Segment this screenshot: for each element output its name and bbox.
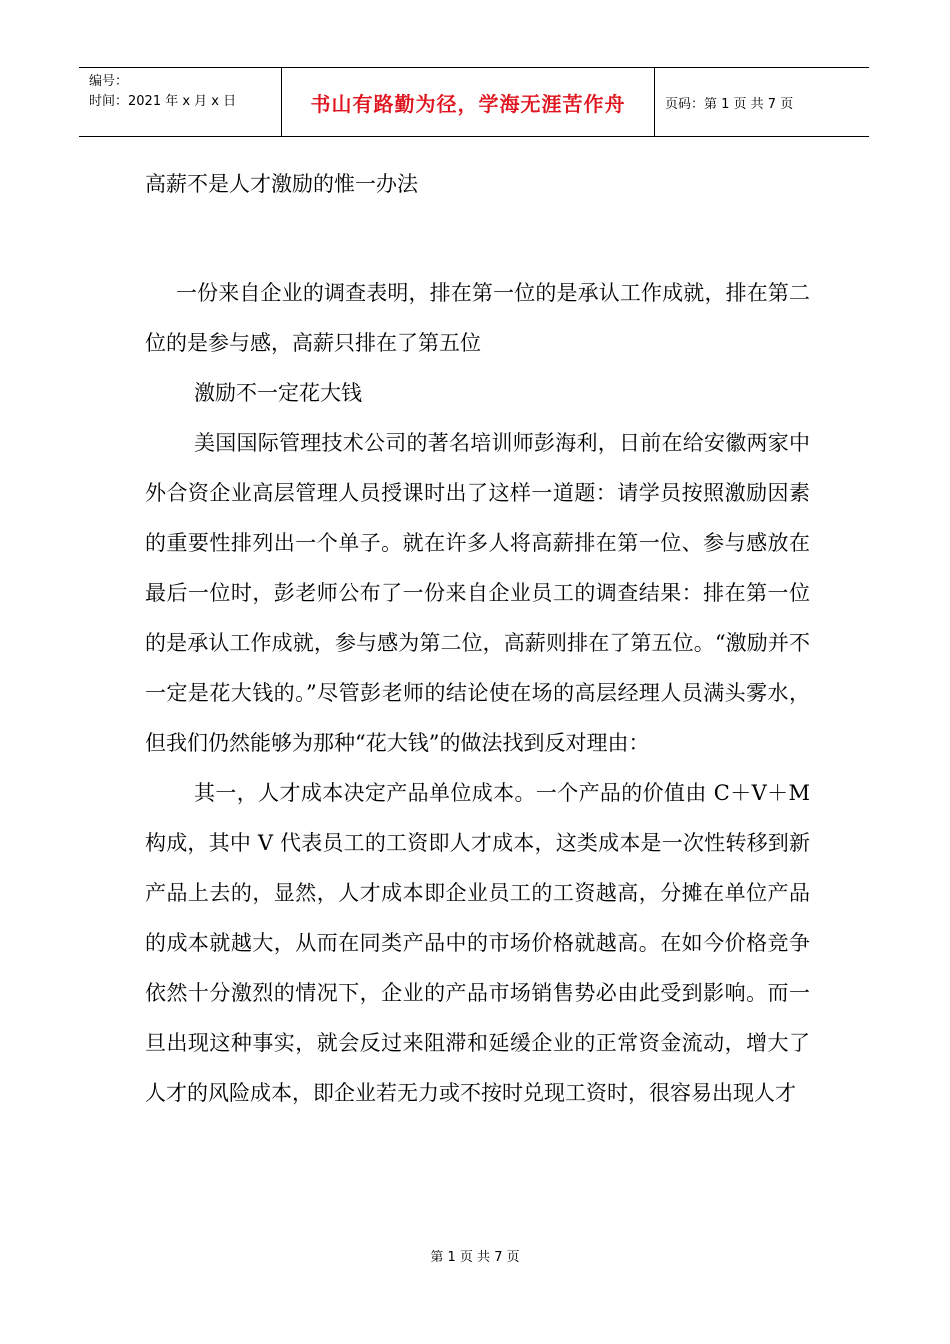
motto-text: 书山有路勤为径，学海无涯苦作舟 <box>310 91 626 116</box>
document-title: 高薪不是人才激励的惟一办法 <box>145 172 418 196</box>
document-body <box>145 268 810 1118</box>
header-meta <box>79 68 282 136</box>
document-header <box>79 67 869 137</box>
page-footer: 第 1 页 共 7 页 <box>430 1250 520 1265</box>
page-info: 页码：第 1 页 共 7 页 <box>665 96 794 112</box>
time-label: 时间：2021 年 x 月 x 日 <box>89 94 237 109</box>
section-heading: 激励不一定花大钱 <box>194 381 362 405</box>
header-page-cell <box>655 68 869 136</box>
paragraph-summary: 一份来自企业的调查表明，排在第一位的是承认工作成就，排在第二位的是参与感，高薪只排在了第五位 <box>145 281 810 355</box>
number-label: 编号： <box>89 74 129 89</box>
header-motto-cell <box>282 68 655 136</box>
paragraph-body: 其一，人才成本决定产品单位成本。一个产品的价值由 C＋V＋M 构成，其中 V 代表员工的工资即人才成本，这类成本是一次性转移到新产品上去的，显然，人才成本即企业员工的工资越高，分摊在单位产品的成本就越大，从而在同类产品中的市场价格就越高。在如今价格竞争依然十分激烈的情况下，企业的产品市场销售势必由此受到影响。而一旦出现这种事实，就会反过来阻滞和延缓企业的正常资金流动，增大了人才的风险成本，即企业若无力或不按时兑现工资时，很容易出现人才 <box>145 781 810 1105</box>
paragraph-body: 美国国际管理技术公司的著名培训师彭海利，日前在给安徽两家中外合资企业高层管理人员授课时出了这样一道题：请学员按照激励因素的重要性排列出一个单子。就在许多人将高薪排在第一位、参与感放在最后一位时，彭老师公布了一份来自企业员工的调查结果：排在第一位的是承认工作成就，参与感为第二位，高薪则排在了第五位。“激励并不一定是花大钱的。”尽管彭老师的结论使在场的高层经理人员满头雾水，但我们仍然能够为那种“花大钱”的做法找到反对理由： <box>145 431 810 755</box>
